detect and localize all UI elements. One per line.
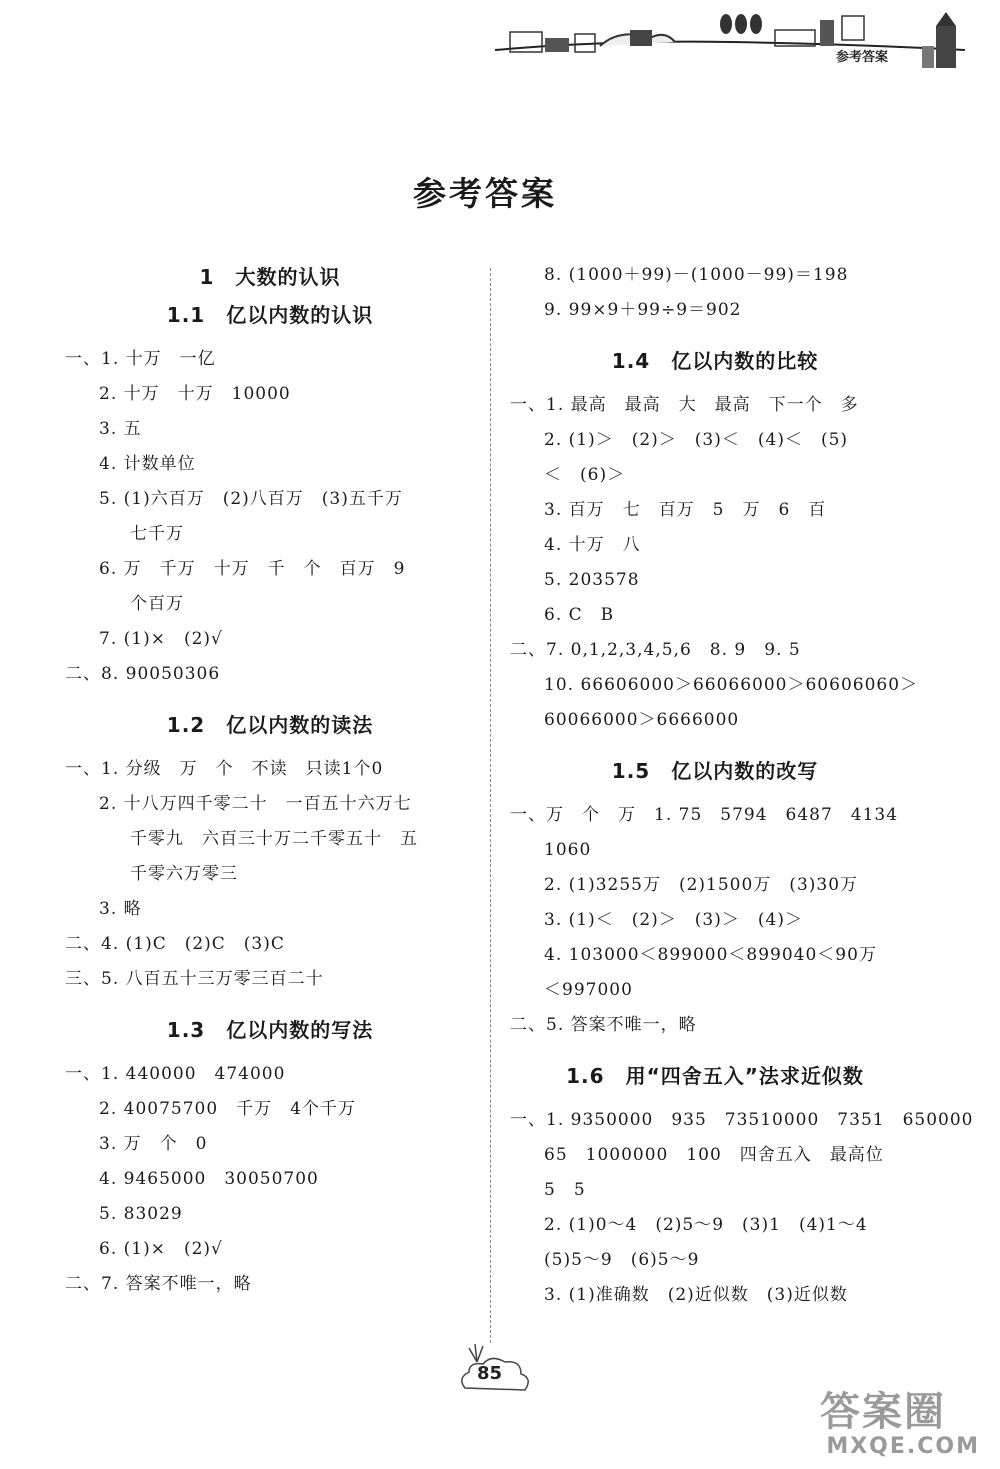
watermark-text-bottom: MXQE.COM bbox=[826, 1434, 980, 1459]
answer-line: 65 1000000 100 四舍五入 最高位 bbox=[544, 1145, 884, 1165]
section-heading-1-3: 1.3 亿以内数的写法 bbox=[166, 1018, 374, 1042]
answer-line: 个百万 bbox=[130, 594, 184, 614]
answer-line: 1060 bbox=[544, 840, 592, 860]
answer-line: 7. (1)× (2)√ bbox=[99, 629, 223, 649]
answer-line: 2. 十万 十万 10000 bbox=[99, 384, 291, 404]
answer-line: 9. 99×9＋99÷9＝902 bbox=[544, 300, 742, 320]
answer-line: 3. (1)准确数 (2)近似数 (3)近似数 bbox=[544, 1285, 848, 1305]
answer-line: 6. 万 千万 十万 千 个 百万 9 bbox=[99, 559, 406, 579]
answer-line: 4. 十万 八 bbox=[544, 535, 641, 555]
answer-line: 一、1. 440000 474000 bbox=[65, 1064, 286, 1084]
answer-line: 10. 66606000＞66066000＞60606060＞ bbox=[544, 675, 919, 695]
answer-line: 8. (1000＋99)－(1000－99)＝198 bbox=[544, 265, 849, 285]
answer-line: ＜ (6)＞ bbox=[544, 465, 626, 485]
header-town-illustration bbox=[490, 10, 970, 78]
answer-line: 6. C B bbox=[544, 605, 615, 625]
answer-line: 二、7. 0,1,2,3,4,5,6 8. 9 9. 5 bbox=[510, 640, 801, 660]
section-heading-1-6: 1.6 用“四舍五入”法求近似数 bbox=[566, 1064, 864, 1088]
chapter-heading: 1 大数的认识 bbox=[199, 265, 341, 289]
header-label: 参考答案 bbox=[836, 50, 889, 65]
answer-line: 5 5 bbox=[544, 1180, 586, 1200]
answer-line: 二、4. (1)C (2)C (3)C bbox=[65, 934, 285, 954]
watermark-logo bbox=[820, 1390, 990, 1465]
column-divider bbox=[490, 268, 491, 1343]
answer-line: 千零六万零三 bbox=[130, 864, 238, 884]
answer-line: 3. 五 bbox=[99, 419, 142, 439]
answer-line: 3. 百万 七 百万 5 万 6 百 bbox=[544, 500, 827, 520]
answer-line: 2. (1)3255万 (2)1500万 (3)30万 bbox=[544, 875, 859, 895]
section-heading-1-4: 1.4 亿以内数的比较 bbox=[611, 349, 819, 373]
answer-line: 6. (1)× (2)√ bbox=[99, 1239, 223, 1259]
answer-line: 三、5. 八百五十三万零三百二十 bbox=[65, 969, 324, 989]
page-title: 参考答案 bbox=[413, 174, 557, 213]
answer-line: 4. 计数单位 bbox=[99, 454, 196, 474]
page-number: 85 bbox=[477, 1363, 503, 1384]
answer-line: 2. 十八万四千零二十 一百五十六万七 bbox=[99, 794, 412, 814]
answer-line: (5)5～9 (6)5～9 bbox=[544, 1250, 700, 1270]
answer-line: 2. (1)＞ (2)＞ (3)＜ (4)＜ (5) bbox=[544, 430, 849, 450]
watermark-text-top: 答案圈 bbox=[820, 1389, 946, 1435]
right-column bbox=[510, 258, 974, 1313]
left-column bbox=[65, 258, 475, 1302]
answer-line: 二、8. 90050306 bbox=[65, 664, 221, 684]
answer-line: 一、1. 最高 最高 大 最高 下一个 多 bbox=[510, 395, 859, 415]
section-heading-1-5: 1.5 亿以内数的改写 bbox=[611, 759, 819, 783]
answer-line: 4. 9465000 30050700 bbox=[99, 1169, 319, 1189]
answer-line: 一、1. 分级 万 个 不读 只读1个0 bbox=[65, 759, 384, 779]
answer-line: 3. (1)＜ (2)＞ (3)＞ (4)＞ bbox=[544, 910, 803, 930]
answer-line: 一、1. 9350000 935 73510000 7351 650000 bbox=[510, 1110, 974, 1130]
answer-line: 千零九 六百三十万二千零五十 五 bbox=[130, 829, 418, 849]
answer-line: 一、万 个 万 1. 75 5794 6487 4134 bbox=[510, 805, 899, 825]
answer-line: 5. (1)六百万 (2)八百万 (3)五千万 bbox=[99, 489, 403, 509]
answer-line: ＜997000 bbox=[544, 980, 633, 1000]
answer-line: 二、5. 答案不唯一，略 bbox=[510, 1015, 697, 1035]
answer-line: 一、1. 十万 一亿 bbox=[65, 349, 216, 369]
answer-line: 2. (1)0～4 (2)5～9 (3)1 (4)1～4 bbox=[544, 1215, 868, 1235]
answer-line: 4. 103000＜899000＜899040＜90万 bbox=[544, 945, 877, 965]
answer-line: 2. 40075700 千万 4个千万 bbox=[99, 1099, 356, 1119]
section-heading-1-1: 1.1 亿以内数的认识 bbox=[166, 303, 374, 327]
answer-line: 5. 83029 bbox=[99, 1204, 183, 1224]
answer-line: 七千万 bbox=[130, 524, 184, 544]
answer-line: 5. 203578 bbox=[544, 570, 640, 590]
section-heading-1-2: 1.2 亿以内数的读法 bbox=[166, 713, 374, 737]
answer-line: 60066000＞6666000 bbox=[544, 710, 740, 730]
answer-line: 二、7. 答案不唯一，略 bbox=[65, 1274, 252, 1294]
answer-line: 3. 万 个 0 bbox=[99, 1134, 208, 1154]
answer-line: 3. 略 bbox=[99, 899, 142, 919]
